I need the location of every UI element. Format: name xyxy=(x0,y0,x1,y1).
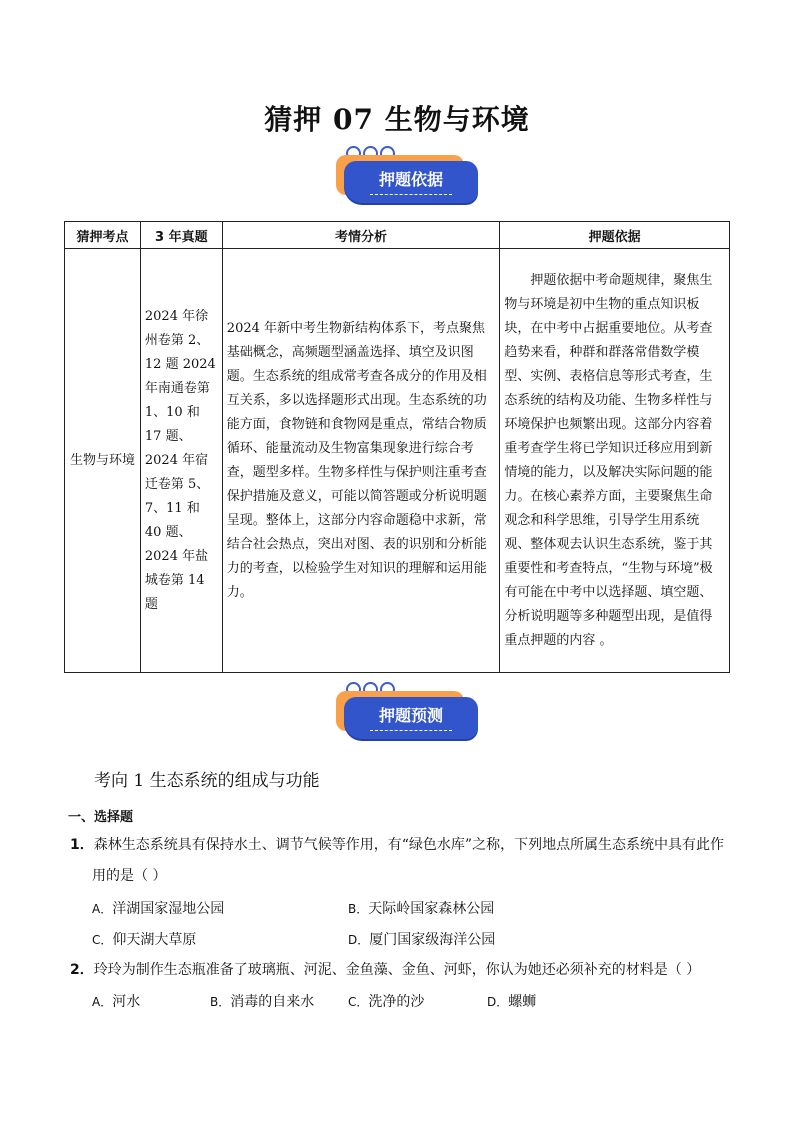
badge-label: 押题预测 xyxy=(378,706,443,725)
basis-table xyxy=(64,221,730,673)
question-1 xyxy=(70,833,730,888)
cell-basis: 押题依据中考命题规律，聚焦生物与环境是初中生物的重点知识板块，在中考中占据重要地位。从考查趋势来看，种群和群落常借数学模型、实例、表格信息等形式考查，生态系统的结构及功能、生物多样性与环境保护也频繁出现。这部分内容着重考查学生将已学知识迁移应用到新情境的能力，以及解决实际问题的能力。在核心素养方面，主要聚焦生命观念和科学思维，引导学生用系统观、整体观去认识生态系统，鉴于其重要性和考查特点，“生物与环境”极有可能在中考中以选择题、填空题、分析说明题等多种题型出现，是值得重点押题的内容 。 xyxy=(500,249,730,673)
option-c[interactable]: C．仰天湖大草原 xyxy=(92,932,197,948)
section-title: 考向 1 生态系统的组成与功能 xyxy=(94,771,320,791)
option-b[interactable]: B．消毒的自来水 xyxy=(210,994,315,1010)
option-b[interactable]: B．天际岭国家森林公园 xyxy=(348,901,495,917)
header-analysis: 考情分析 xyxy=(222,222,500,249)
subsection-title: 一、选择题 xyxy=(68,810,134,825)
option-a[interactable]: A．河水 xyxy=(92,994,141,1010)
option-a[interactable]: A．洋湖国家湿地公园 xyxy=(92,901,225,917)
section-badge-basis xyxy=(336,146,482,210)
header-years: 3 年真题 xyxy=(140,222,222,249)
question-number: 2． xyxy=(70,962,94,978)
table-row xyxy=(65,249,730,673)
cell-point: 生物与环境 xyxy=(65,249,141,673)
cell-years: 2024 年徐州卷第 2、12 题 2024 年南通卷第 1、10 和 17 题、2024 年宿迁卷第 5、7、11 和 40 题、2024 年盐城卷第 14 题 xyxy=(140,249,222,673)
question-stem: 玲玲为制作生态瓶准备了玻璃瓶、河泥、金鱼藻、金鱼、河虾，你认为她还必须补充的材料是（ ） xyxy=(93,962,701,978)
section-badge-prediction xyxy=(336,682,482,746)
question-stem-continued: 用的是（ ） xyxy=(92,868,167,884)
option-c[interactable]: C．洗净的沙 xyxy=(348,994,425,1010)
page-title: 猜押 07 生物与环境 xyxy=(264,103,530,136)
option-d[interactable]: D．螺蛳 xyxy=(487,994,537,1010)
cell-analysis: 2024 年新中考生物新结构体系下，考点聚焦基础概念，高频题型涵盖选择、填空及识图题。生态系统的组成常考查各成分的作用及相互关系，多以选择题形式出现。生态系统的功能方面，食物链和食物网是重点，常结合物质循环、能量流动及生物富集现象进行综合考查，题型多样。生物多样性与保护则注重考查保护措施及意义，可能以简答题或分析说明题呈现。整体上，这部分内容命题稳中求新，常结合社会热点，突出对图、表的识别和分析能力的考查，以检验学生对知识的理解和运用能力。 xyxy=(222,249,500,673)
option-d[interactable]: D．厦门国家级海洋公园 xyxy=(348,932,496,948)
question-number: 1． xyxy=(70,837,94,853)
header-point: 猜押考点 xyxy=(65,222,141,249)
table-header-row xyxy=(65,222,730,249)
question-2 xyxy=(70,958,730,982)
question-stem: 森林生态系统具有保持水土、调节气候等作用，有“绿色水库”之称，下列地点所属生态系统中具有此作 xyxy=(93,837,725,853)
badge-label: 押题依据 xyxy=(378,170,443,189)
header-basis: 押题依据 xyxy=(500,222,730,249)
